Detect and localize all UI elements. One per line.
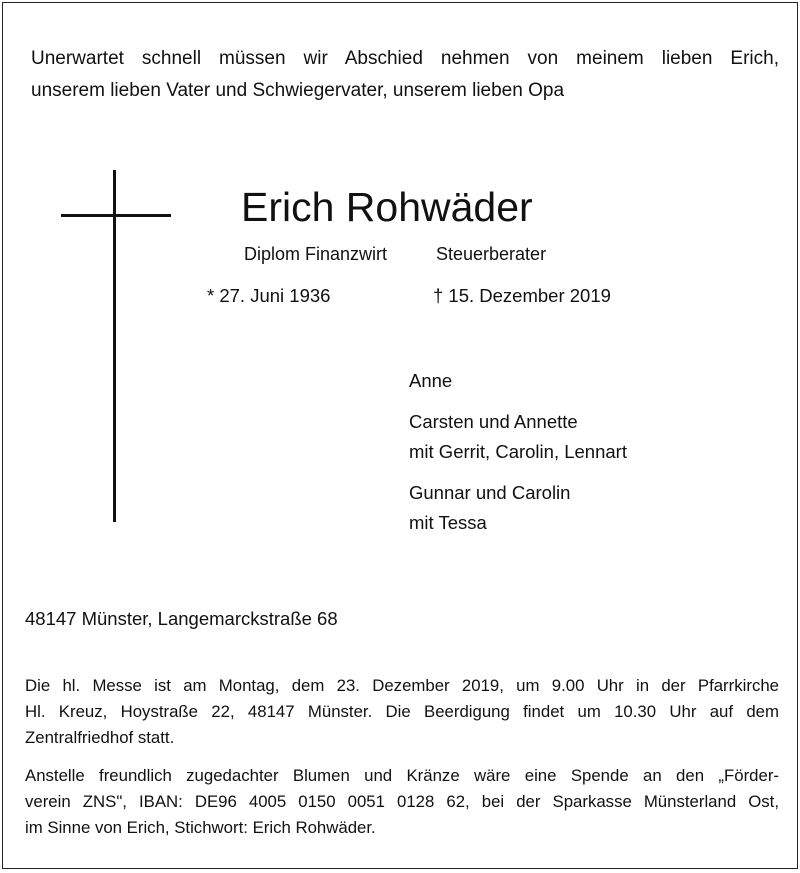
- family-address: 48147 Münster, Langemarckstraße 68: [25, 608, 338, 629]
- mourner-group: [409, 407, 627, 467]
- mass-paragraph: [25, 673, 779, 751]
- mass-line-1: Die hl. Messe ist am Montag, dem 23. Dezember 2019, um 9.00 Uhr in der Pfarrkirche: [25, 676, 779, 695]
- mourner-line: Carsten und Annette: [409, 411, 578, 432]
- donation-line-3: im Sinne von Erich, Stichwort: Erich Rohwäder.: [25, 818, 376, 837]
- obituary-notice: [2, 2, 798, 869]
- deceased-name: Erich Rohwäder: [241, 184, 533, 230]
- mourner-line: mit Tessa: [409, 512, 487, 533]
- mass-line-3: Zentralfriedhof statt.: [25, 728, 175, 747]
- donation-paragraph: [25, 763, 779, 841]
- mourner-group: [409, 478, 627, 538]
- cross-vertical-bar: [113, 170, 116, 522]
- birth-date: * 27. Juni 1936: [207, 285, 331, 306]
- cross-horizontal-bar: [61, 214, 171, 217]
- mourners-list: [409, 366, 627, 549]
- intro-line-2: unserem lieben Vater und Schwiegervater, unserem lieben Opa: [31, 80, 565, 101]
- deceased-title-1: Diplom Finanzwirt: [244, 244, 388, 264]
- intro-text: [31, 43, 779, 107]
- death-date: † 15. Dezember 2019: [433, 285, 611, 306]
- mass-line-2: Hl. Kreuz, Hoystraße 22, 48147 Münster. Die Beerdigung findet um 10.30 Uhr auf dem: [25, 702, 779, 721]
- donation-line-2: verein ZNS", IBAN: DE96 4005 0150 0051 0128 62, bei der Sparkasse Münsterland Ost,: [25, 792, 779, 811]
- mourner-group: [409, 366, 627, 396]
- deceased-title-2: Steuerberater: [436, 244, 547, 264]
- mourner-line: Gunnar und Carolin: [409, 482, 571, 503]
- donation-line-1: Anstelle freundlich zugedachter Blumen und Kränze wäre eine Spende an den „Förder-: [25, 766, 779, 785]
- mourner-line: Anne: [409, 370, 453, 391]
- mourner-line: mit Gerrit, Carolin, Lennart: [409, 441, 627, 462]
- intro-line-1: Unerwartet schnell müssen wir Abschied nehmen von meinem lieben Erich,: [31, 48, 779, 69]
